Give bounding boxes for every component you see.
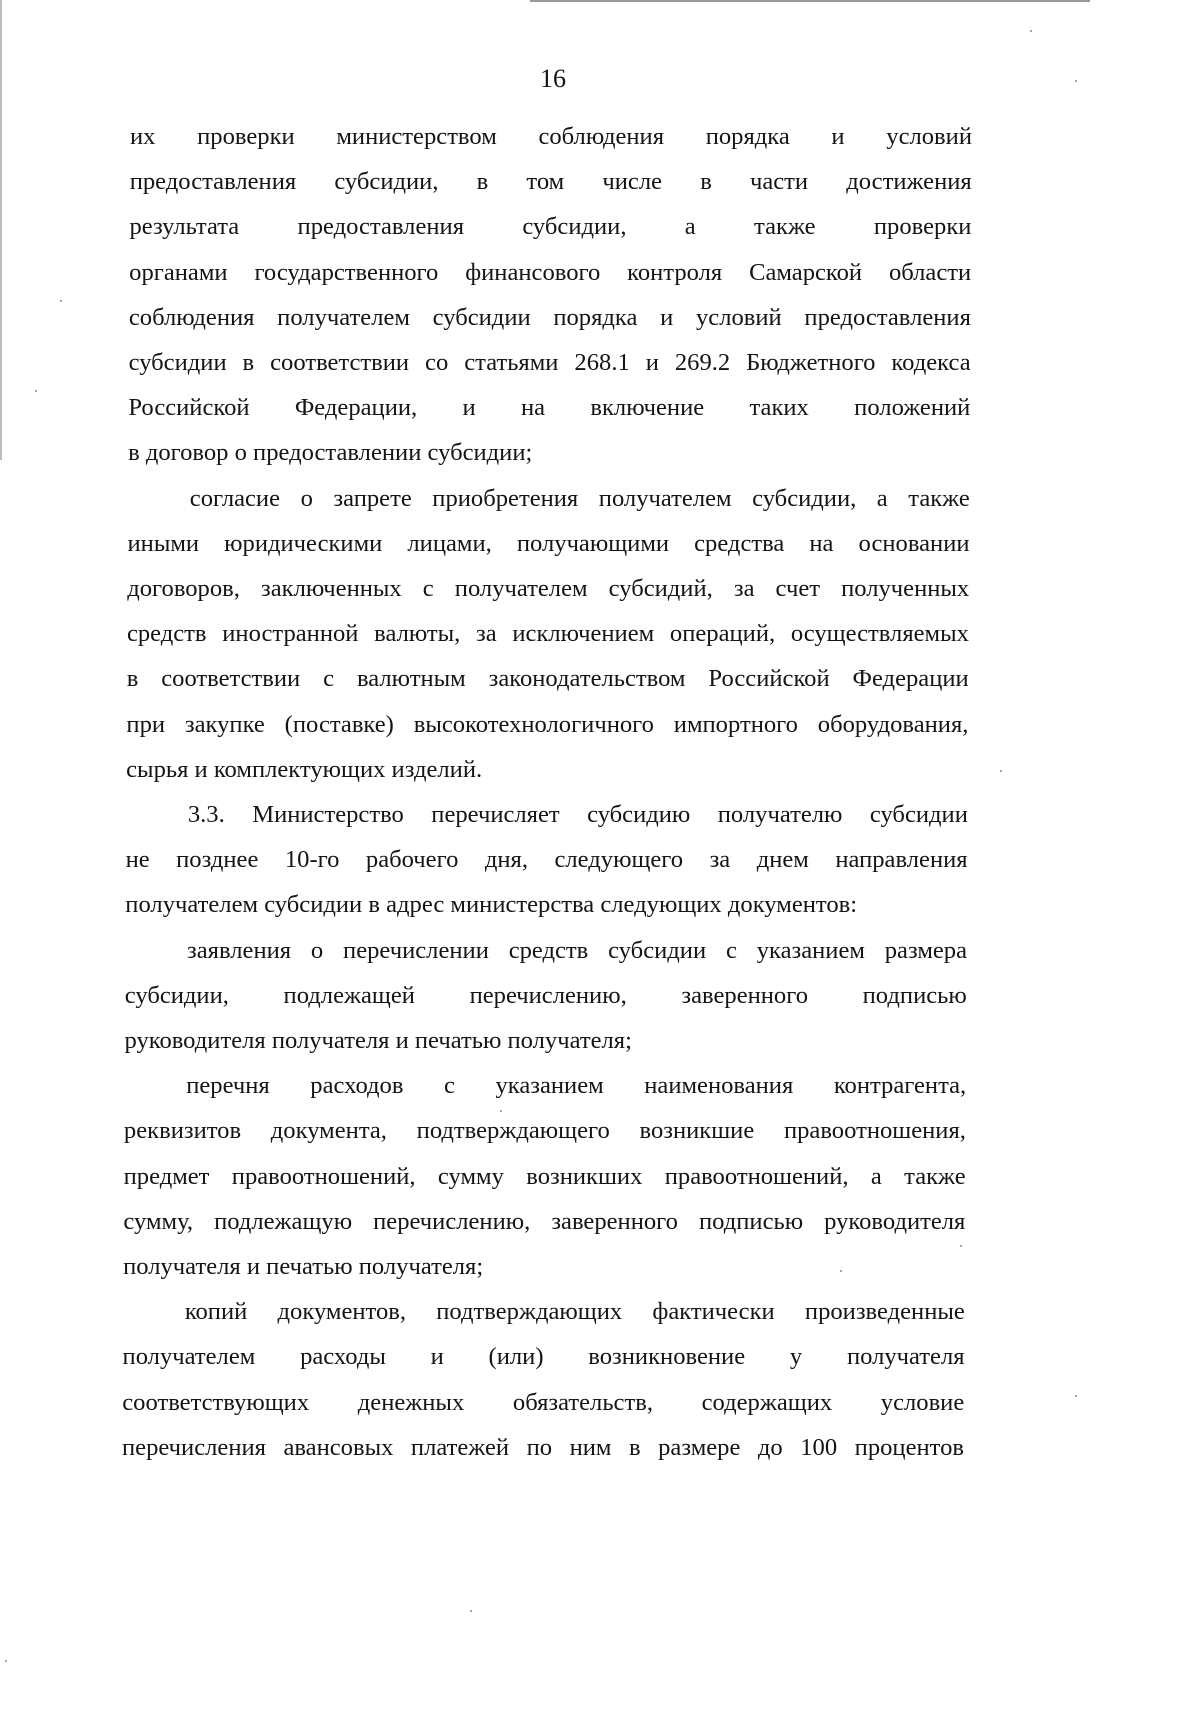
scan-speck [5,1660,7,1662]
scan-speck [35,390,37,392]
text-line: субсидии, подлежащей перечислению, заверенного подписью [124,981,967,1009]
text-line: результата предоставления субсидии, а также проверки [129,213,972,241]
scan-top-rule [530,0,1090,2]
text-line: в соответствии с валютным законодательством Российской Федерации [126,665,969,693]
text-line: средств иностранной валюты, за исключением операций, осуществляемых [126,620,969,648]
text-line: 3.3. Министерство перечисляет субсидию получателю субсидии [187,801,968,828]
text-line: получателем субсидии в адрес министерства следующих документов: [125,891,858,919]
text-line: заявления о перечислении средств субсидии с указанием размера [187,936,968,964]
scan-speck [1075,1395,1077,1397]
text-line: в договор о предоставлении субсидии; [128,439,533,467]
text-line: перечня расходов с указанием наименования контрагента, [186,1072,967,1100]
text-line: сырья и комплектующих изделий. [126,755,483,783]
text-line: получателем расходы и (или) возникновение у получателя [122,1343,965,1371]
text-line: получателя и печатью получателя; [123,1253,484,1280]
text-line: субсидии в соответствии со статьями 268.1 и 269.2 Бюджетного кодекса [128,349,971,376]
text-line: иными юридическими лицами, получающими средства на основании [127,529,970,557]
text-line: руководителя получателя и печатью получателя; [124,1027,632,1054]
text-line: Российской Федерации, и на включение таких положений [128,394,971,422]
scan-speck [1000,770,1002,772]
text-line: соблюдения получателем субсидии порядка и условий предоставления [128,303,971,331]
text-line: соответствующих денежных обязательств, содержащих условие [122,1388,965,1416]
text-line: реквизитов документа, подтверждающего возникшие правоотношения, [123,1117,966,1145]
text-line: перечисления авансовых платежей по ним в размере до 100 процентов [122,1433,964,1461]
text-line: договоров, заключенных с получателем субсидий, за счет полученных [127,575,970,602]
text-line: органами государственного финансового контроля Самарской области [129,258,972,286]
scan-speck [60,300,62,302]
page-number: 16 [540,64,566,93]
text-line: сумму, подлежащую перечислению, заверенного подписью руководителя [123,1207,966,1235]
scan-speck [840,1270,842,1272]
scan-speck [470,1610,472,1612]
text-line: предмет правоотношений, сумму возникших правоотношений, а также [123,1162,966,1190]
text-line: при закупке (поставке) высокотехнологичного импортного оборудования, [126,710,969,738]
scan-speck [1030,30,1032,32]
text-line: копий документов, подтверждающих фактически произведенные [184,1298,965,1326]
text-line: предоставления субсидии, в том числе в части достижения [129,168,972,196]
text-line: согласие о запрете приобретения получателем субсидии, а также [189,484,970,512]
text-line: не позднее 10-го рабочего дня, следующего за днем направления [125,846,968,874]
scan-speck [500,1110,502,1112]
scan-speck [960,1245,962,1247]
scan-speck [1075,80,1077,82]
text-line: их проверки министерством соблюдения порядка и условий [130,123,972,150]
